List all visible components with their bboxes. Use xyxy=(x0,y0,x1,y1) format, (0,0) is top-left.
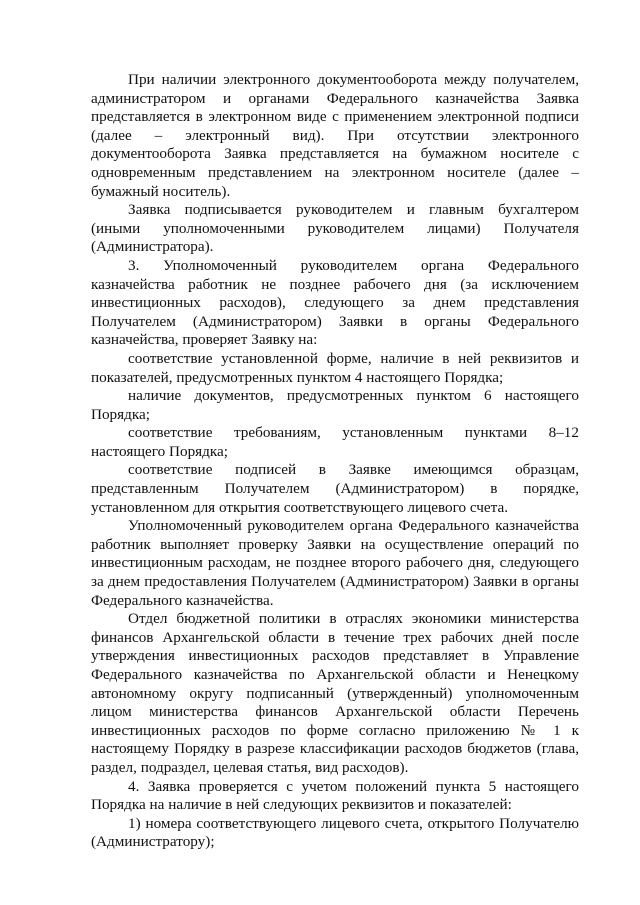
paragraph-electronic-document-flow: При наличии электронного документооборота между получателем, администратором и органами Федерального казначейства Заявка представляется в электронном виде с применением электронной подписи (далее – электронный вид). При отсутствии электронного документооборота Заявка представляется на бумажном носителе с одновременным представлением на электронном носителе (далее – бумажный носитель). xyxy=(91,71,579,200)
paragraph-item-4: 4. Заявка проверяется с учетом положений пункта 5 настоящего Порядка на наличие в ней следующих реквизитов и показателей: xyxy=(91,777,579,814)
paragraph-check-signatures: соответствие подписей в Заявке имеющимся образцам, представленным Получателем (Администратором) в порядке, установленном для открытия соответствующего лицевого счета. xyxy=(91,461,579,516)
paragraph-check-documents: наличие документов, предусмотренных пунктом 6 настоящего Порядка; xyxy=(91,387,579,423)
paragraph-item-3: 3. Уполномоченный руководителем органа Федерального казначейства работник не позднее рабочего дня (за исключением инвестиционных расходов), следующего за днем представления Получателем (Администратором) Заявки в органы Федерального казначейства, проверяет Заявку на: xyxy=(91,256,579,349)
paragraph-signature: Заявка подписывается руководителем и главным бухгалтером (иными уполномоченными руководителем лицами) Получателя (Администратора). xyxy=(91,201,579,256)
paragraph-check-requirements: соответствие требованиям, установленным пунктами 8–12 настоящего Порядка; xyxy=(91,424,579,460)
paragraph-item-4-1: 1) номера соответствующего лицевого счета, открытого Получателю (Администратору); xyxy=(91,814,579,851)
paragraph-investment-check: Уполномоченный руководителем органа Федерального казначейства работник выполняет проверку Заявки на осуществление операций по инвестиционным расходам, не позднее второго рабочего дня, следующего за днем предоставления Получателем (Администратором) Заявки в органы Федерального казначейства. xyxy=(91,517,579,609)
document-body xyxy=(91,71,579,852)
paragraph-budget-policy-department: Отдел бюджетной политики в отраслях экономики министерства финансов Архангельской области в течение трех рабочих дней после утверждения инвестиционных расходов представляет в Управление Федерального казначейства по Архангельской области и Ненецкому автономному округу подписанный (утвержденный) уполномоченным лицом министерства финансов Архангельской области Перечень инвестиционных расходов по форме согласно приложению № 1 к настоящему Порядку в разрезе классификации расходов бюджетов (глава, раздел, подраздел, целевая статья, вид расходов). xyxy=(91,610,579,776)
paragraph-check-form: соответствие установленной форме, наличие в ней реквизитов и показателей, предусмотренных пунктом 4 настоящего Порядка; xyxy=(91,349,579,386)
